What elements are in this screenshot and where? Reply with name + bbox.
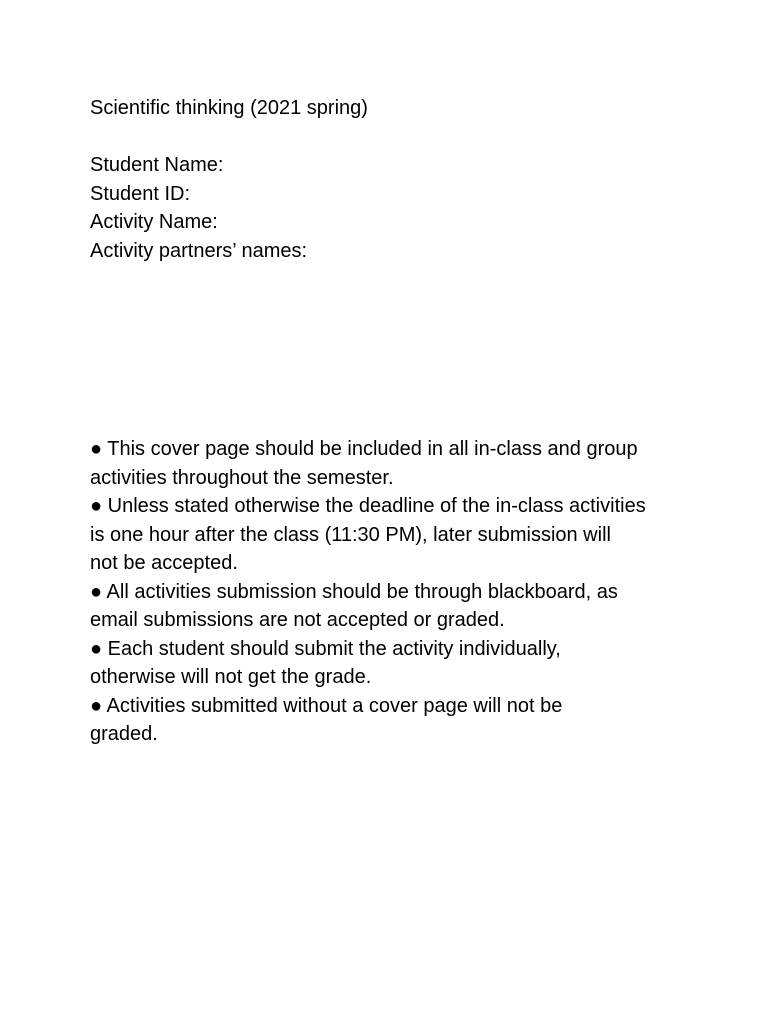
rule-line: ● This cover page should be included in all in-class and group xyxy=(90,438,638,460)
rule-line: not be accepted. xyxy=(90,552,238,574)
rule-line: otherwise will not get the grade. xyxy=(90,666,372,688)
rule-line: is one hour after the class (11:30 PM), later submission will xyxy=(90,523,611,546)
document-title: Scientific thinking (2021 spring) xyxy=(90,97,368,119)
rule-line: ● All activities submission should be through blackboard, as xyxy=(90,580,618,603)
student-id-label: Student ID: xyxy=(90,182,191,205)
rule-item xyxy=(90,435,690,492)
rule-line: ● Each student should submit the activity individually, xyxy=(90,637,561,660)
activity-name-label: Activity Name: xyxy=(90,211,218,233)
rule-line: graded. xyxy=(90,723,158,745)
rule-item xyxy=(90,578,690,635)
activity-partners-label: Activity partners’ names: xyxy=(90,239,308,262)
rule-item xyxy=(90,635,690,692)
rule-item xyxy=(90,692,690,749)
rules-list xyxy=(90,435,690,749)
rule-line: email submissions are not accepted or graded. xyxy=(90,609,505,631)
student-name-label: Student Name: xyxy=(90,154,224,176)
rule-line: ● Activities submitted without a cover page will not be xyxy=(90,694,563,717)
rule-line: activities throughout the semester. xyxy=(90,466,394,489)
rule-line: ● Unless stated otherwise the deadline of the in-class activities xyxy=(90,495,646,517)
rule-item xyxy=(90,492,690,578)
student-info-fields xyxy=(90,151,307,265)
